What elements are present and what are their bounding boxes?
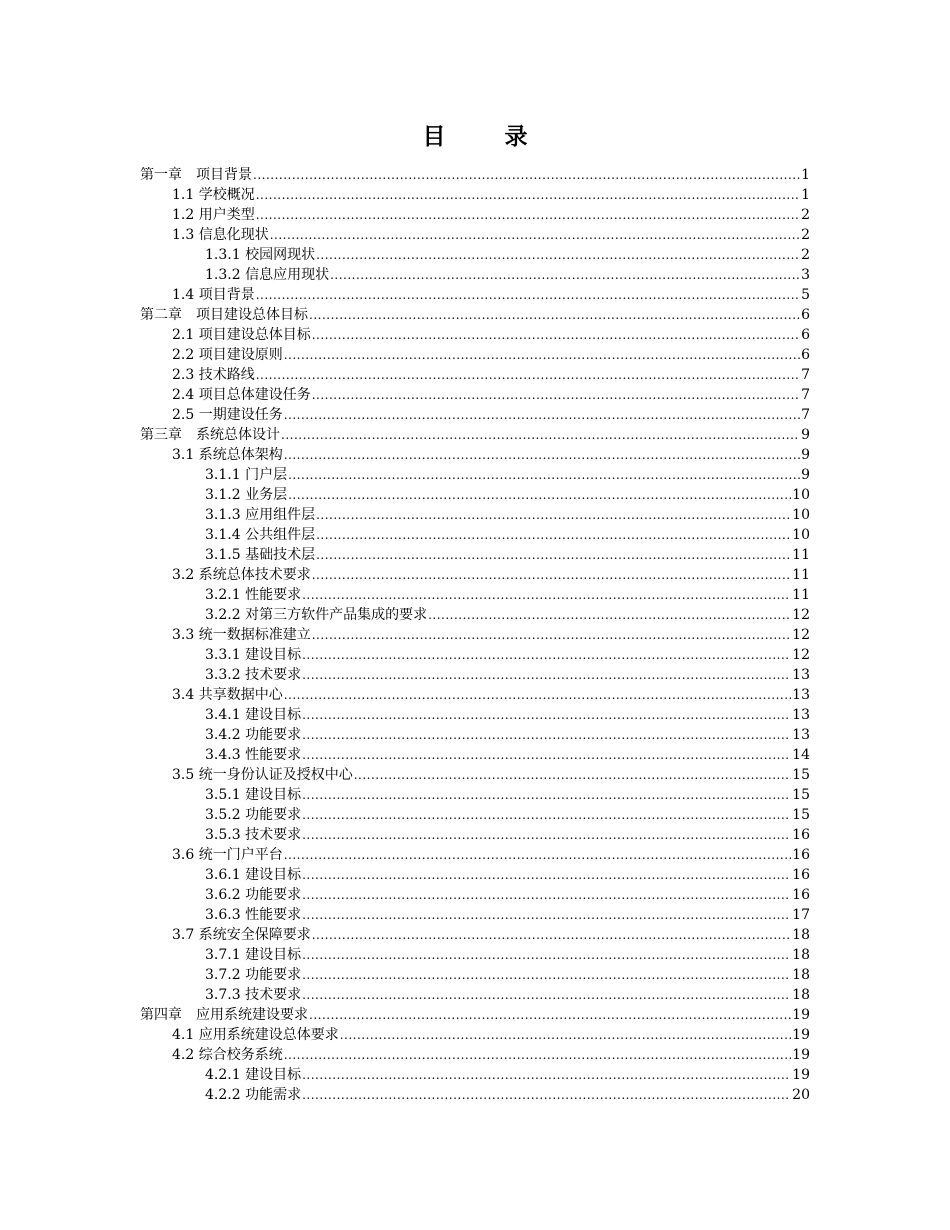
toc-entry-page-number: 13 [792,727,810,743]
toc-entry[interactable] [140,365,810,385]
toc-entry-page-number: 17 [792,907,810,923]
toc-entry-page-number: 15 [792,767,810,783]
toc-dot-leader [302,825,791,845]
toc-entry-title: 2.5 一期建设任务 [172,407,283,423]
toc-entry-page-number: 2 [801,207,810,223]
toc-entry-page-number: 16 [792,847,810,863]
toc-entry-page-number: 13 [792,687,810,703]
toc-entry-title: 3.2 系统总体技术要求 [172,567,311,583]
toc-entry[interactable] [140,625,810,645]
toc-entry[interactable] [140,805,810,825]
toc-dot-leader [302,665,791,685]
toc-entry[interactable] [140,445,810,465]
toc-entry[interactable] [140,845,810,865]
toc-dot-leader [256,205,800,225]
toc-dot-leader [302,1065,791,1085]
toc-entry[interactable] [140,325,810,345]
toc-entry[interactable] [140,285,810,305]
toc-entry-title: 2.1 项目建设总体目标 [172,327,311,343]
toc-dot-leader [302,905,791,925]
toc-entry[interactable] [140,1025,810,1045]
toc-dot-leader [302,785,791,805]
toc-dot-leader [330,265,800,285]
toc-dot-leader [316,525,791,545]
toc-entry-page-number: 12 [792,607,810,623]
toc-entry-page-number: 12 [792,647,810,663]
toc-entry-title: 4.2.1 建设目标 [205,1067,302,1083]
toc-entry-title: 3.6.2 功能要求 [205,887,302,903]
toc-dot-leader [302,985,791,1005]
toc-entry-title: 4.2 综合校务系统 [172,1047,283,1063]
toc-entry[interactable] [140,585,810,605]
toc-list [140,165,810,1105]
toc-dot-leader [284,345,800,365]
toc-dot-leader [309,305,800,325]
toc-entry-title: 3.1 系统总体架构 [172,447,283,463]
toc-entry-page-number: 1 [801,167,810,183]
toc-dot-leader [256,185,800,205]
toc-entry-page-number: 19 [792,1047,810,1063]
toc-entry-page-number: 9 [801,447,810,463]
toc-entry-page-number: 14 [792,747,810,763]
toc-entry-page-number: 9 [801,467,810,483]
toc-entry[interactable] [140,545,810,565]
toc-entry-title: 1.3.2 信息应用现状 [205,267,330,283]
toc-entry-title: 第三章 系统总体设计 [140,427,280,443]
toc-entry[interactable] [140,1065,810,1085]
toc-entry-title: 3.7.2 功能要求 [205,967,302,983]
toc-entry[interactable] [140,825,810,845]
toc-entry-title: 3.6 统一门户平台 [172,847,283,863]
toc-entry-page-number: 16 [792,887,810,903]
toc-entry-page-number: 11 [792,587,810,603]
toc-dot-leader [302,945,791,965]
toc-entry-title: 3.4.2 功能要求 [205,727,302,743]
toc-entry[interactable] [140,885,810,905]
toc-entry-page-number: 18 [792,987,810,1003]
toc-dot-leader [312,325,800,345]
toc-dot-leader [302,865,791,885]
toc-dot-leader [340,1025,791,1045]
toc-entry[interactable] [140,305,810,325]
toc-entry[interactable] [140,565,810,585]
toc-entry-title: 第二章 项目建设总体目标 [140,307,308,323]
toc-entry-page-number: 7 [801,367,810,383]
toc-entry-title: 3.1.3 应用组件层 [205,507,316,523]
toc-dot-leader [428,605,791,625]
toc-entry[interactable] [140,905,810,925]
toc-entry[interactable] [140,665,810,685]
toc-entry[interactable] [140,865,810,885]
toc-dot-leader [288,485,791,505]
toc-entry-title: 4.1 应用系统建设总体要求 [172,1027,339,1043]
toc-entry[interactable] [140,185,810,205]
toc-entry[interactable] [140,485,810,505]
toc-entry-title: 3.3 统一数据标准建立 [172,627,311,643]
toc-dot-leader [253,165,800,185]
toc-entry[interactable] [140,645,810,665]
toc-entry[interactable] [140,505,810,525]
toc-entry[interactable] [140,405,810,425]
toc-entry[interactable] [140,1045,810,1065]
toc-entry[interactable] [140,265,810,285]
toc-entry-title: 3.1.5 基础技术层 [205,547,316,563]
toc-dot-leader [309,1005,791,1025]
toc-dot-leader [302,805,791,825]
toc-dot-leader [312,625,791,645]
toc-entry-page-number: 10 [792,507,810,523]
toc-entry[interactable] [140,925,810,945]
toc-dot-leader [270,225,800,245]
toc-entry-page-number: 10 [792,487,810,503]
toc-entry-title: 1.4 项目背景 [172,287,255,303]
toc-entry-title: 3.2.2 对第三方软件产品集成的要求 [205,607,428,623]
toc-entry-title: 1.3 信息化现状 [172,227,269,243]
toc-entry-title: 3.2.1 性能要求 [205,587,302,603]
toc-entry-page-number: 5 [801,287,810,303]
toc-dot-leader [302,585,791,605]
toc-entry[interactable] [140,765,810,785]
toc-dot-leader [316,245,800,265]
toc-title: 目 录 [422,124,546,150]
toc-entry-page-number: 18 [792,927,810,943]
toc-entry-title: 3.6.3 性能要求 [205,907,302,923]
toc-entry-title: 3.3.1 建设目标 [205,647,302,663]
toc-entry-page-number: 18 [792,967,810,983]
toc-entry[interactable] [140,525,810,545]
toc-entry-page-number: 9 [801,427,810,443]
toc-entry-page-number: 15 [792,807,810,823]
toc-dot-leader [281,425,800,445]
toc-dot-leader [302,645,791,665]
toc-entry[interactable] [140,1005,810,1025]
toc-entry-page-number: 6 [801,347,810,363]
toc-dot-leader [302,725,791,745]
toc-entry-page-number: 7 [801,407,810,423]
toc-entry-page-number: 2 [801,227,810,243]
toc-entry-title: 1.3.1 校园网现状 [205,247,316,263]
toc-entry-page-number: 19 [792,1007,810,1023]
toc-entry-page-number: 13 [792,667,810,683]
toc-dot-leader [256,365,800,385]
toc-entry-page-number: 11 [792,547,810,563]
toc-dot-leader [312,565,791,585]
toc-dot-leader [302,705,791,725]
toc-entry[interactable] [140,945,810,965]
toc-entry-page-number: 13 [792,707,810,723]
toc-entry-title: 3.7.1 建设目标 [205,947,302,963]
toc-dot-leader [312,385,800,405]
toc-entry-title: 2.4 项目总体建设任务 [172,387,311,403]
toc-entry-page-number: 1 [801,187,810,203]
toc-entry-page-number: 18 [792,947,810,963]
toc-dot-leader [302,885,791,905]
toc-entry-page-number: 3 [801,267,810,283]
toc-entry[interactable] [140,465,810,485]
toc-entry-page-number: 20 [792,1087,810,1103]
toc-entry[interactable] [140,165,810,185]
toc-dot-leader [284,685,791,705]
toc-entry-title: 第一章 项目背景 [140,167,252,183]
toc-entry[interactable] [140,985,810,1005]
toc-entry-page-number: 12 [792,627,810,643]
toc-entry-title: 3.4.3 性能要求 [205,747,302,763]
toc-dot-leader [288,465,800,485]
toc-dot-leader [302,745,791,765]
toc-entry[interactable] [140,385,810,405]
toc-entry-page-number: 6 [801,327,810,343]
toc-entry[interactable] [140,605,810,625]
toc-entry-page-number: 16 [792,827,810,843]
toc-entry[interactable] [140,725,810,745]
toc-entry[interactable] [140,1085,810,1105]
toc-entry-page-number: 6 [801,307,810,323]
toc-entry-title: 3.5 统一身份认证及授权中心 [172,767,353,783]
toc-entry-title: 4.2.2 功能需求 [205,1087,302,1103]
toc-dot-leader [284,845,791,865]
toc-entry-title: 3.5.2 功能要求 [205,807,302,823]
toc-entry-page-number: 19 [792,1027,810,1043]
toc-entry-title: 2.3 技术路线 [172,367,255,383]
toc-entry-page-number: 15 [792,787,810,803]
toc-entry-title: 3.3.2 技术要求 [205,667,302,683]
toc-entry-title: 3.1.1 门户层 [205,467,288,483]
toc-entry-page-number: 19 [792,1067,810,1083]
toc-entry-title: 3.1.4 公共组件层 [205,527,316,543]
toc-entry-title: 3.7.3 技术要求 [205,987,302,1003]
toc-entry-title: 第四章 应用系统建设要求 [140,1007,308,1023]
toc-entry-page-number: 2 [801,247,810,263]
toc-dot-leader [284,1045,791,1065]
toc-dot-leader [302,965,791,985]
toc-dot-leader [312,925,791,945]
toc-entry[interactable] [140,245,810,265]
toc-entry[interactable] [140,685,810,705]
toc-entry[interactable] [140,345,810,365]
toc-dot-leader [284,445,800,465]
toc-entry[interactable] [140,225,810,245]
toc-dot-leader [284,405,800,425]
toc-entry[interactable] [140,205,810,225]
toc-entry-title: 3.7 系统安全保障要求 [172,927,311,943]
toc-dot-leader [316,545,791,565]
toc-entry[interactable] [140,425,810,445]
toc-entry-title: 3.6.1 建设目标 [205,867,302,883]
toc-entry[interactable] [140,785,810,805]
toc-entry-title: 1.1 学校概况 [172,187,255,203]
toc-entry-page-number: 11 [792,567,810,583]
toc-entry-page-number: 10 [792,527,810,543]
toc-entry-page-number: 7 [801,387,810,403]
toc-dot-leader [256,285,800,305]
toc-entry-title: 1.2 用户类型 [172,207,255,223]
toc-entry[interactable] [140,965,810,985]
toc-dot-leader [354,765,791,785]
toc-entry-title: 3.1.2 业务层 [205,487,288,503]
toc-entry-title: 3.5.1 建设目标 [205,787,302,803]
toc-entry-page-number: 16 [792,867,810,883]
toc-entry-title: 3.5.3 技术要求 [205,827,302,843]
toc-entry-title: 2.2 项目建设原则 [172,347,283,363]
toc-entry-title: 3.4 共享数据中心 [172,687,283,703]
toc-dot-leader [302,1085,791,1105]
toc-entry[interactable] [140,745,810,765]
toc-entry-title: 3.4.1 建设目标 [205,707,302,723]
toc-entry[interactable] [140,705,810,725]
toc-dot-leader [316,505,791,525]
